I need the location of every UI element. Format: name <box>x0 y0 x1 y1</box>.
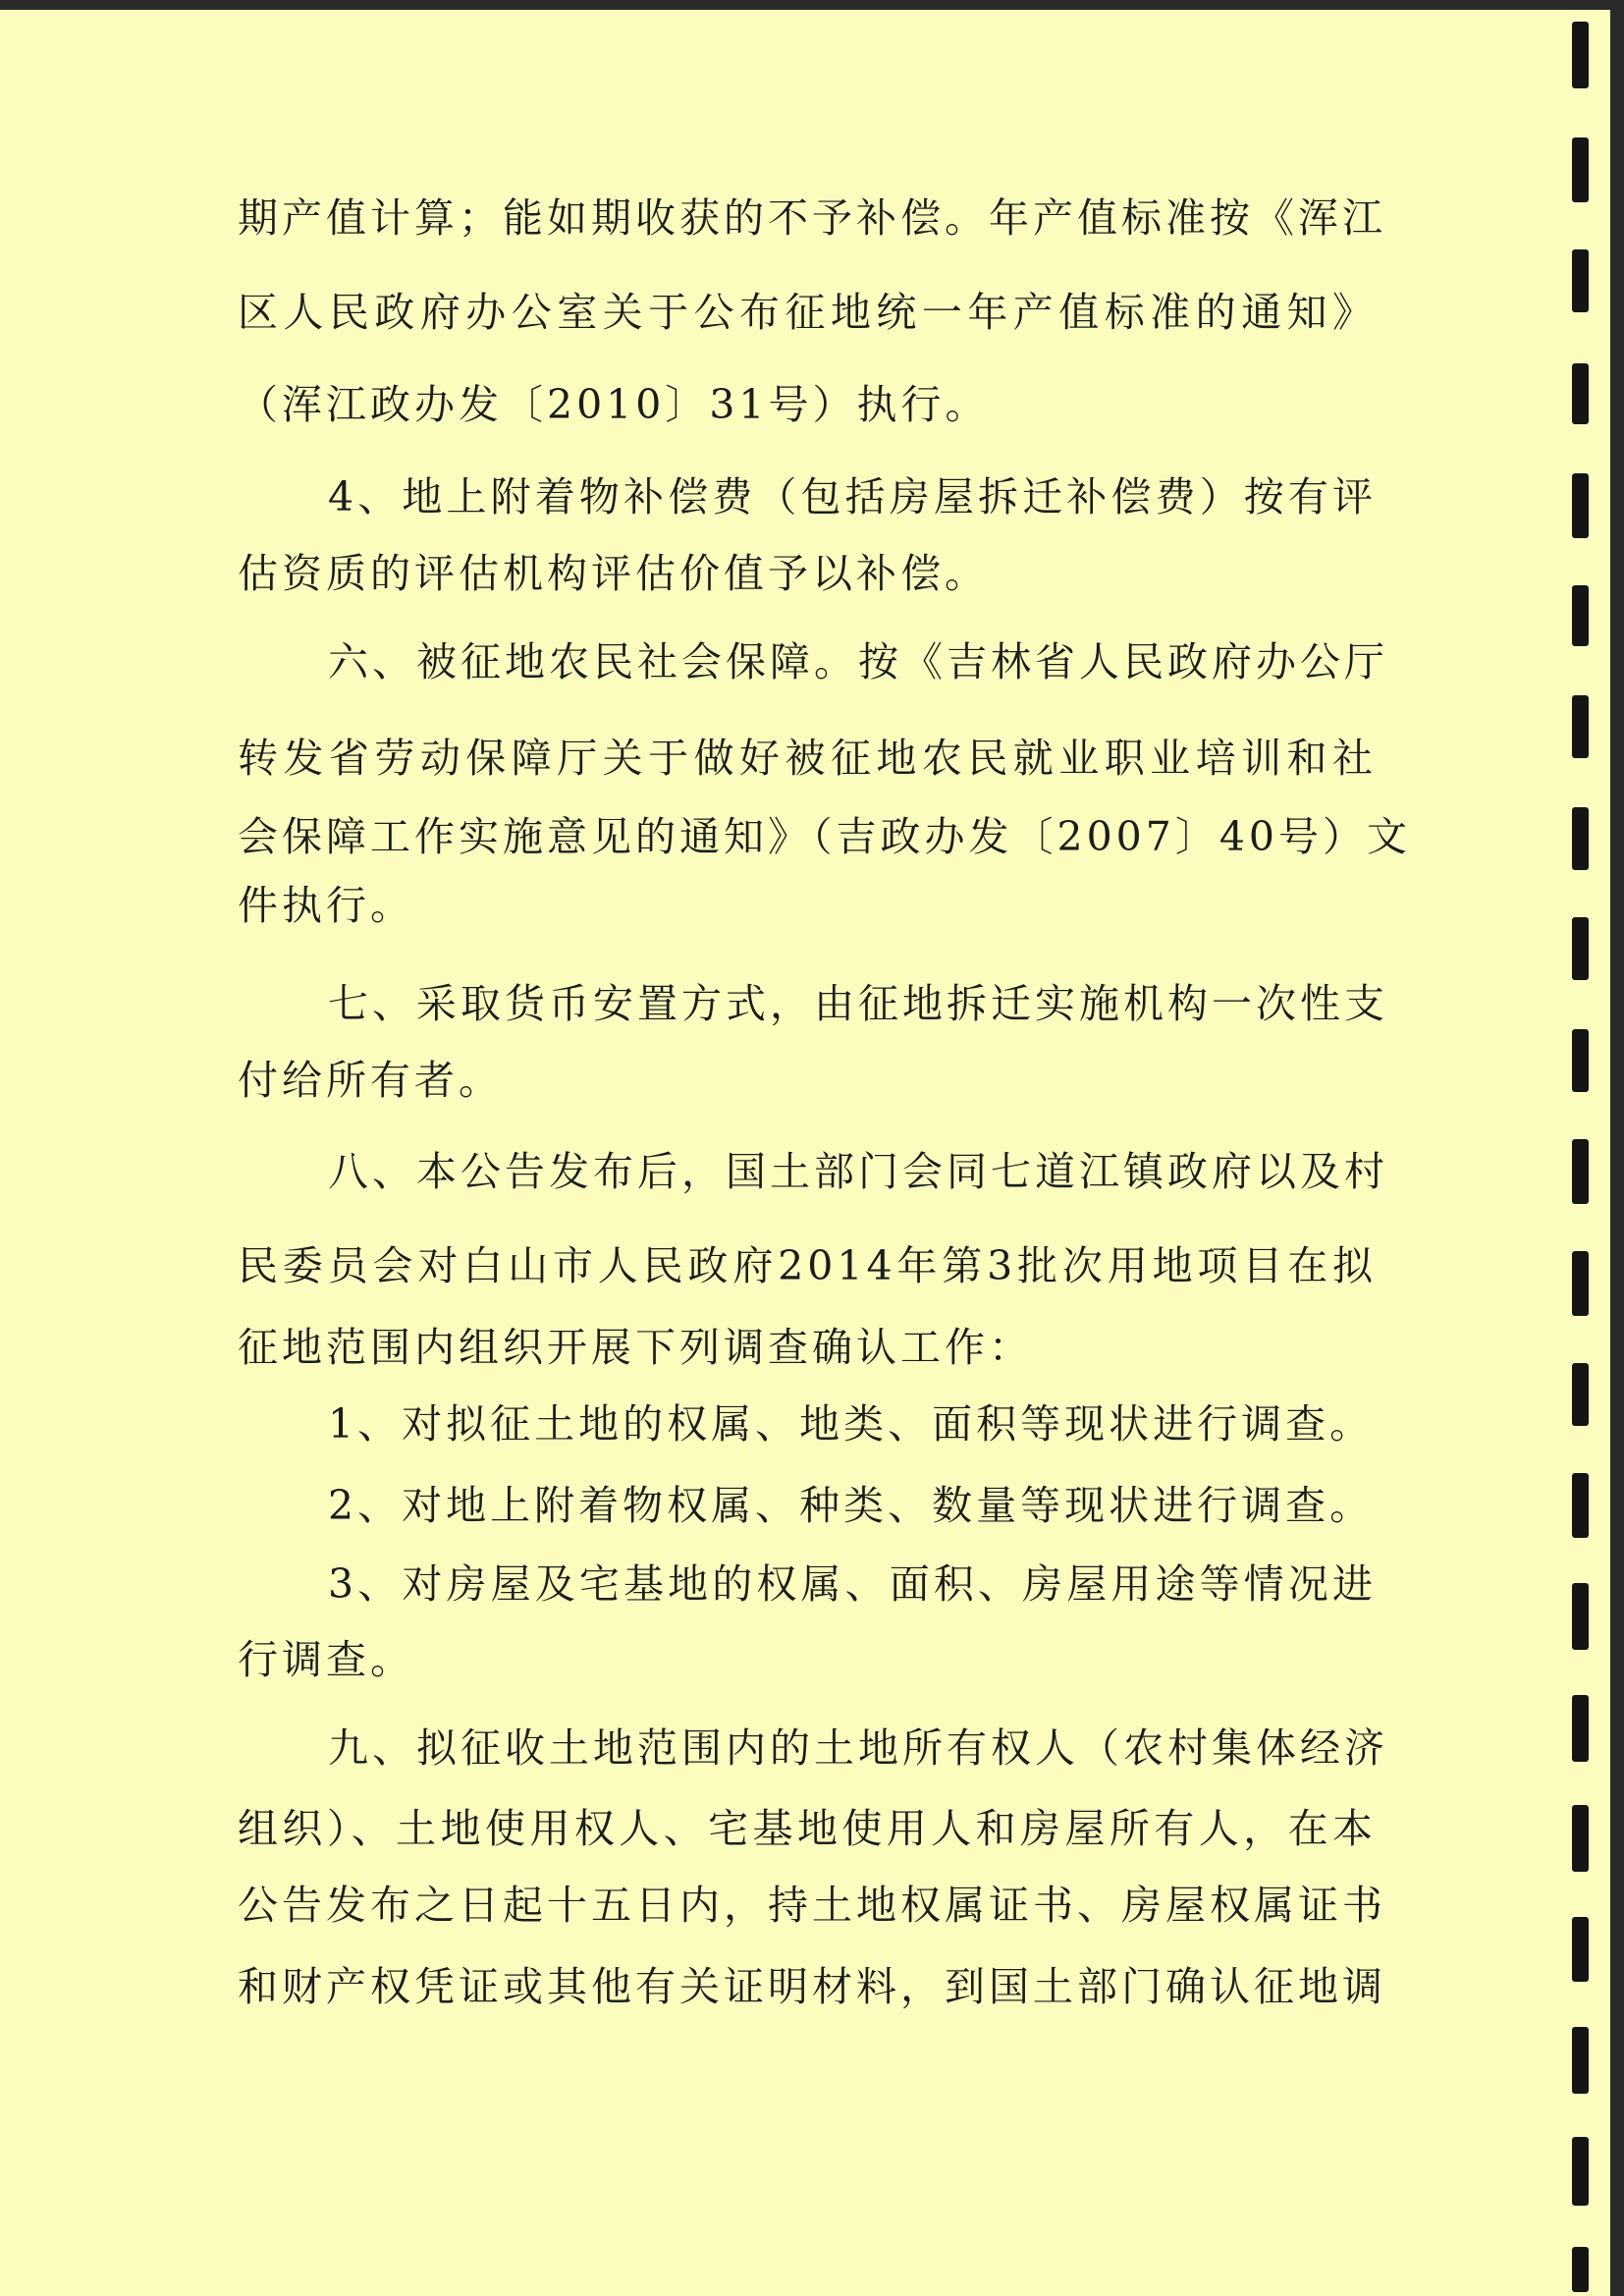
text-line: 八、本公告发布后，国土部门会同七道江镇政府以及村 <box>328 1148 1388 1195</box>
binding-hole <box>1572 1473 1589 1538</box>
text-line: 七、采取货币安置方式，由征地拆迁实施机构一次性支 <box>328 980 1388 1027</box>
text-line: 公告发布之日起十五日内，持土地权属证书、房屋权属证书 <box>238 1882 1386 1929</box>
binding-hole <box>1572 1583 1589 1650</box>
text-line: 转发省劳动保障厅关于做好被征地农民就业职业培训和社 <box>238 735 1377 782</box>
binding-hole <box>1572 807 1589 870</box>
binding-hole <box>1572 137 1589 202</box>
text-line: 征地范围内组织开展下列调查确认工作： <box>238 1324 1033 1371</box>
text-line: 和财产权凭证或其他有关证明材料，到国土部门确认征地调 <box>238 1963 1386 2010</box>
text-line: 区人民政府办公室关于公布征地统一年产值标准的通知》 <box>238 289 1377 336</box>
binding-hole <box>1572 585 1589 646</box>
binding-hole <box>1572 1029 1589 1092</box>
text-line: 民委员会对白山市人民政府2014年第3批次用地项目在拟 <box>238 1242 1377 1289</box>
scan-top-edge <box>0 0 1624 10</box>
text-line: 3、对房屋及宅基地的权属、面积、房屋用途等情况进 <box>328 1560 1377 1608</box>
binding-hole <box>1572 917 1589 980</box>
text-line: 2、对地上附着物权属、种类、数量等现状进行调查。 <box>328 1482 1375 1529</box>
text-line: 件执行。 <box>238 882 414 929</box>
binding-hole <box>1572 1695 1589 1762</box>
binding-hole <box>1572 22 1589 88</box>
text-line: 六、被征地农民社会保障。按《吉林省人民政府办公厅 <box>328 638 1388 685</box>
text-line: （浑江政办发〔2010〕31号）执行。 <box>238 381 990 428</box>
text-line: 1、对拟征土地的权属、地类、面积等现状进行调查。 <box>328 1400 1375 1448</box>
binding-hole <box>1572 363 1589 424</box>
binding-hole <box>1572 1805 1589 1872</box>
text-line: 付给所有者。 <box>238 1057 503 1104</box>
binding-hole <box>1572 1139 1589 1204</box>
binding-hole <box>1572 1917 1589 1982</box>
binding-hole <box>1572 695 1589 758</box>
text-line: 估资质的评估机构评估价值予以补偿。 <box>238 550 989 597</box>
binding-hole <box>1572 473 1589 538</box>
text-line: 九、拟征收土地范围内的土地所有权人（农村集体经济 <box>328 1724 1388 1772</box>
binding-hole <box>1572 2247 1589 2292</box>
binding-hole <box>1572 2137 1589 2206</box>
binding-hole <box>1572 1251 1589 1316</box>
binding-hole <box>1572 249 1589 312</box>
text-line: 行调查。 <box>238 1636 414 1683</box>
binding-hole <box>1572 2027 1589 2094</box>
text-line: 4、地上附着物补偿费（包括房屋拆迁补偿费）按有评 <box>328 473 1377 520</box>
text-line: 组织）、土地使用权人、宅基地使用人和房屋所有人，在本 <box>238 1805 1377 1852</box>
scan-right-edge <box>1610 0 1624 2296</box>
binding-hole <box>1572 1363 1589 1426</box>
text-line: 会保障工作实施意见的通知》（吉政办发〔2007〕40号）文 <box>238 813 1412 860</box>
text-line: 期产值计算；能如期收获的不予补偿。年产值标准按《浑江 <box>238 194 1386 242</box>
